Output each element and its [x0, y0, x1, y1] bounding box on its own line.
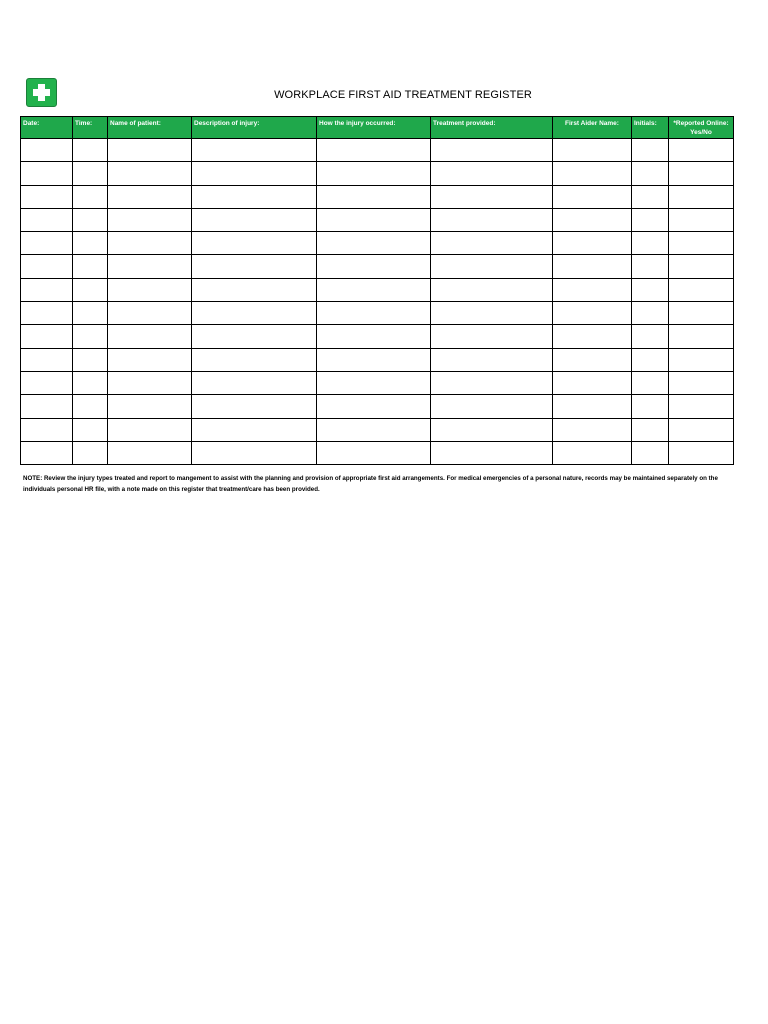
table-cell[interactable]: [632, 255, 669, 278]
table-cell[interactable]: [317, 302, 431, 325]
table-cell[interactable]: [632, 139, 669, 162]
column-header-patient-name: Name of patient:: [108, 117, 192, 139]
table-cell[interactable]: [21, 278, 73, 301]
table-cell[interactable]: [632, 441, 669, 464]
table-row: [21, 441, 734, 464]
table-cell[interactable]: [192, 302, 317, 325]
table-cell[interactable]: [73, 371, 108, 394]
treatment-register-table: [20, 116, 734, 465]
table-cell[interactable]: [553, 208, 632, 231]
table-cell[interactable]: [669, 255, 734, 278]
table-cell[interactable]: [553, 325, 632, 348]
table-cell[interactable]: [108, 208, 192, 231]
column-header-how-occurred: How the injury occurred:: [317, 117, 431, 139]
table-cell[interactable]: [21, 208, 73, 231]
table-cell[interactable]: [73, 162, 108, 185]
table-cell[interactable]: [21, 418, 73, 441]
table-cell[interactable]: [21, 162, 73, 185]
table-cell[interactable]: [317, 232, 431, 255]
table-cell[interactable]: [73, 348, 108, 371]
table-row: [21, 325, 734, 348]
table-cell[interactable]: [73, 232, 108, 255]
table-cell[interactable]: [553, 302, 632, 325]
table-cell[interactable]: [73, 139, 108, 162]
table-cell[interactable]: [317, 348, 431, 371]
table-cell[interactable]: [431, 185, 553, 208]
table-cell[interactable]: [192, 208, 317, 231]
table-cell[interactable]: [108, 418, 192, 441]
table-cell[interactable]: [108, 185, 192, 208]
table-cell[interactable]: [108, 441, 192, 464]
table-cell[interactable]: [108, 255, 192, 278]
table-cell[interactable]: [632, 232, 669, 255]
column-header-time: Time:: [73, 117, 108, 139]
table-header-row: [21, 117, 734, 139]
table-cell[interactable]: [431, 348, 553, 371]
table-cell[interactable]: [192, 232, 317, 255]
table-cell[interactable]: [669, 418, 734, 441]
table-cell[interactable]: [21, 185, 73, 208]
table-cell[interactable]: [317, 371, 431, 394]
table-cell[interactable]: [317, 325, 431, 348]
table-cell[interactable]: [431, 255, 553, 278]
table-cell[interactable]: [21, 325, 73, 348]
table-cell[interactable]: [192, 325, 317, 348]
table-cell[interactable]: [553, 232, 632, 255]
table-cell[interactable]: [431, 232, 553, 255]
table-cell[interactable]: [669, 395, 734, 418]
table-cell[interactable]: [553, 418, 632, 441]
table-cell[interactable]: [317, 441, 431, 464]
table-cell[interactable]: [632, 162, 669, 185]
table-cell[interactable]: [553, 395, 632, 418]
table-row: [21, 302, 734, 325]
table-cell[interactable]: [73, 418, 108, 441]
table-cell[interactable]: [669, 302, 734, 325]
table-cell[interactable]: [431, 371, 553, 394]
table-cell[interactable]: [431, 441, 553, 464]
table-cell[interactable]: [21, 441, 73, 464]
table-cell[interactable]: [553, 255, 632, 278]
column-header-injury-description: Description of injury:: [192, 117, 317, 139]
table-cell[interactable]: [21, 348, 73, 371]
register-title: WORKPLACE FIRST AID TREATMENT REGISTER: [274, 89, 532, 101]
table-cell[interactable]: [553, 139, 632, 162]
table-cell[interactable]: [669, 441, 734, 464]
column-header-reported-online: *Reported Online: Yes/No: [669, 117, 734, 139]
table-cell[interactable]: [553, 278, 632, 301]
table-cell[interactable]: [317, 208, 431, 231]
table-cell[interactable]: [632, 395, 669, 418]
table-cell[interactable]: [553, 348, 632, 371]
table-cell[interactable]: [73, 185, 108, 208]
table-cell[interactable]: [73, 208, 108, 231]
table-cell[interactable]: [192, 395, 317, 418]
table-cell[interactable]: [669, 278, 734, 301]
table-cell[interactable]: [669, 232, 734, 255]
table-cell[interactable]: [21, 255, 73, 278]
table-cell[interactable]: [108, 348, 192, 371]
table-row: [21, 348, 734, 371]
table-cell[interactable]: [21, 371, 73, 394]
table-cell[interactable]: [632, 208, 669, 231]
table-cell[interactable]: [553, 371, 632, 394]
table-cell[interactable]: [431, 302, 553, 325]
table-cell[interactable]: [669, 325, 734, 348]
table-row: [21, 208, 734, 231]
table-cell[interactable]: [669, 371, 734, 394]
table-cell[interactable]: [317, 162, 431, 185]
table-cell[interactable]: [632, 278, 669, 301]
table-cell[interactable]: [431, 395, 553, 418]
table-cell[interactable]: [192, 162, 317, 185]
table-cell[interactable]: [317, 278, 431, 301]
table-cell[interactable]: [632, 348, 669, 371]
table-cell[interactable]: [317, 255, 431, 278]
table-row: [21, 278, 734, 301]
table-cell[interactable]: [431, 208, 553, 231]
table-cell[interactable]: [192, 139, 317, 162]
table-row: [21, 395, 734, 418]
table-cell[interactable]: [108, 139, 192, 162]
table-cell[interactable]: [73, 441, 108, 464]
table-cell[interactable]: [431, 418, 553, 441]
table-cell[interactable]: [21, 232, 73, 255]
table-cell[interactable]: [431, 139, 553, 162]
table-row: [21, 162, 734, 185]
table-cell[interactable]: [108, 278, 192, 301]
table-cell[interactable]: [108, 325, 192, 348]
table-cell[interactable]: [669, 162, 734, 185]
table-cell[interactable]: [632, 325, 669, 348]
column-header-initials: Initials:: [632, 117, 669, 139]
table-cell[interactable]: [108, 395, 192, 418]
table-cell[interactable]: [192, 441, 317, 464]
table-cell[interactable]: [553, 185, 632, 208]
column-header-date: Date:: [21, 117, 73, 139]
table-row: [21, 371, 734, 394]
table-cell[interactable]: [669, 139, 734, 162]
table-cell[interactable]: [73, 302, 108, 325]
table-cell[interactable]: [317, 418, 431, 441]
table-cell[interactable]: [431, 325, 553, 348]
table-cell[interactable]: [632, 371, 669, 394]
table-row: [21, 232, 734, 255]
table-cell[interactable]: [73, 325, 108, 348]
table-cell[interactable]: [669, 208, 734, 231]
table-cell[interactable]: [431, 278, 553, 301]
table-cell[interactable]: [192, 348, 317, 371]
column-header-first-aider: First Aider Name:: [553, 117, 632, 139]
table-row: [21, 418, 734, 441]
table-cell[interactable]: [669, 348, 734, 371]
table-cell[interactable]: [192, 278, 317, 301]
table-cell[interactable]: [108, 302, 192, 325]
register-note: NOTE: Review the injury types treated and report to mangement to assist with the planning and provision of appropriate first aid arrangements. For medical emergencies of a personal nature, records may be maintained separately on the individuals personal HR file, with a note made on this register that treatment/care has been provided.: [23, 475, 718, 493]
table-cell[interactable]: [632, 185, 669, 208]
table-cell[interactable]: [192, 255, 317, 278]
table-cell[interactable]: [317, 139, 431, 162]
column-header-treatment: Treatment provided:: [431, 117, 553, 139]
table-cell[interactable]: [73, 278, 108, 301]
table-cell[interactable]: [108, 232, 192, 255]
table-body: [21, 139, 734, 465]
table-cell[interactable]: [669, 185, 734, 208]
table-cell[interactable]: [21, 302, 73, 325]
table-cell[interactable]: [632, 302, 669, 325]
table-cell[interactable]: [553, 441, 632, 464]
table-cell[interactable]: [317, 395, 431, 418]
table-cell[interactable]: [192, 418, 317, 441]
table-cell[interactable]: [108, 371, 192, 394]
table-cell[interactable]: [431, 162, 553, 185]
table-cell[interactable]: [108, 162, 192, 185]
table-cell[interactable]: [192, 371, 317, 394]
table-row: [21, 139, 734, 162]
table-cell[interactable]: [21, 139, 73, 162]
table-cell[interactable]: [192, 185, 317, 208]
table-cell[interactable]: [73, 395, 108, 418]
table-cell[interactable]: [553, 162, 632, 185]
table-cell[interactable]: [632, 418, 669, 441]
table-cell[interactable]: [73, 255, 108, 278]
table-row: [21, 255, 734, 278]
table-row: [21, 185, 734, 208]
table-cell[interactable]: [21, 395, 73, 418]
table-cell[interactable]: [317, 185, 431, 208]
